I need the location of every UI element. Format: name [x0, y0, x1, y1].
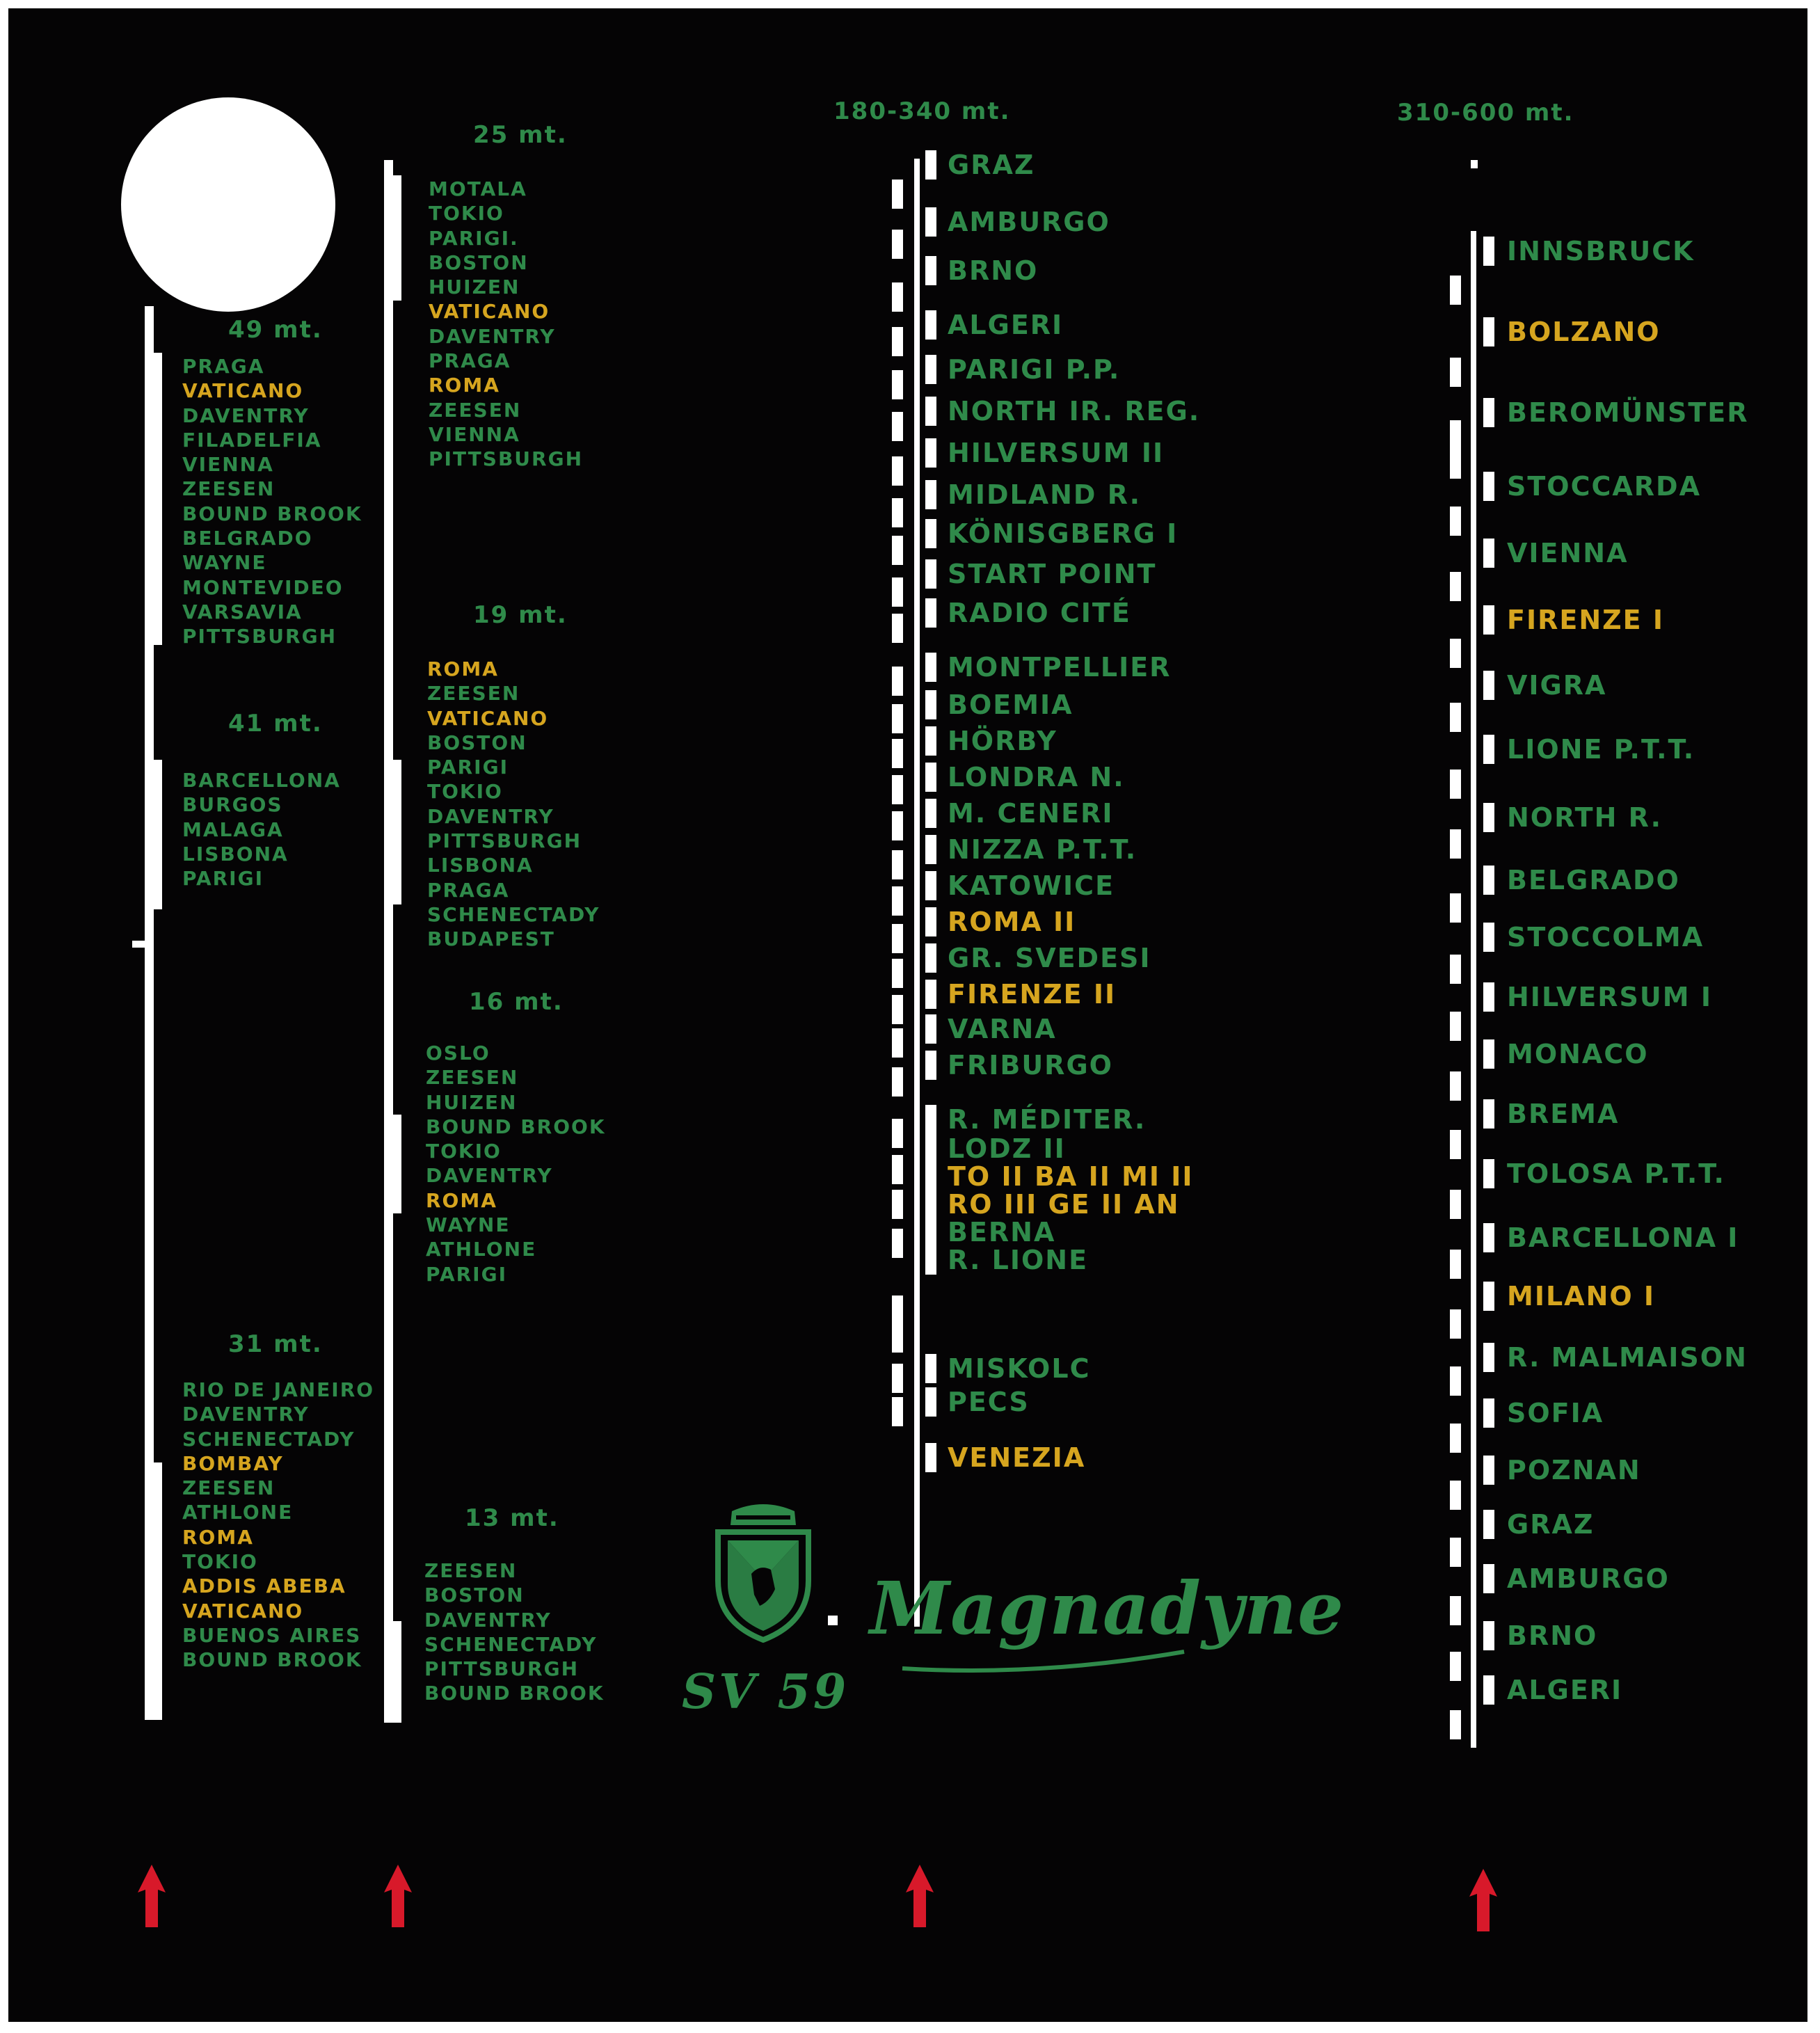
station-label: BOUND BROOK	[424, 1682, 605, 1705]
scale-mark	[925, 653, 936, 682]
scale-mark	[892, 739, 903, 768]
station-label: DAVENTRY	[429, 324, 556, 348]
station-list-16m	[426, 1041, 606, 1286]
scale-mark	[1483, 1039, 1494, 1069]
station-label: DAVENTRY	[427, 804, 554, 828]
station-label: PITTSBURGH	[427, 829, 582, 853]
scale-mark	[1483, 1223, 1494, 1252]
scale-mark	[892, 1323, 903, 1353]
brand-name: Magnadyne	[870, 1565, 1345, 1651]
station-label: ATHLONE	[182, 1501, 294, 1524]
station-label: PARIGI P.P.	[948, 354, 1121, 385]
station-label: TOKIO	[426, 1140, 502, 1163]
station-label: START POINT	[948, 559, 1157, 589]
scale-mark	[1483, 1675, 1494, 1705]
scale-mark	[1483, 866, 1494, 895]
brand-dot	[828, 1616, 838, 1625]
scale-mark	[1450, 1366, 1461, 1396]
station-label: R. MALMAISON	[1507, 1342, 1748, 1373]
scale-mark	[925, 943, 936, 973]
station-label: R. MÉDITER.	[948, 1104, 1147, 1135]
scale-mark	[925, 207, 936, 237]
scale-mark	[925, 690, 936, 719]
station-label: ZEESEN	[424, 1559, 518, 1582]
up-arrow-icon	[1469, 1869, 1497, 1931]
station-label: PITTSBURGH	[429, 447, 584, 471]
station-label: ALGERI	[948, 310, 1064, 340]
scale-bar-sw-1-step	[154, 760, 162, 909]
scale-mark	[1483, 1398, 1494, 1428]
radio-dial-scale	[8, 8, 1807, 2022]
station-label: BOSTON	[424, 1584, 525, 1607]
station-label: HUIZEN	[426, 1090, 518, 1114]
scale-mark	[925, 559, 936, 589]
scale-mark	[892, 412, 903, 441]
scale-mark	[892, 1067, 903, 1097]
scale-mark	[1483, 317, 1494, 346]
station-label: PITTSBURGH	[182, 625, 337, 648]
station-label: DAVENTRY	[182, 1403, 310, 1426]
band-label-16: 16 mt.	[469, 988, 564, 1016]
station-label: LONDRA N.	[948, 762, 1125, 792]
station-label: VARNA	[948, 1014, 1057, 1044]
station-label: LIONE P.T.T.	[1507, 734, 1695, 765]
station-label: PARIGI	[426, 1262, 507, 1286]
scale-mark	[892, 995, 903, 1024]
station-label: VARSAVIA	[182, 600, 303, 623]
station-label: R. LIONE	[948, 1245, 1089, 1275]
scale-tick	[132, 941, 145, 948]
station-label: VATICANO	[429, 300, 550, 324]
scale-mark	[1450, 572, 1461, 601]
scale-mark	[1483, 398, 1494, 427]
station-label: BREMA	[1507, 1099, 1620, 1129]
station-label: BERNA	[948, 1217, 1056, 1247]
scale-bar-sw-2	[384, 160, 393, 1723]
station-label: DAVENTRY	[424, 1608, 552, 1632]
scale-mark	[1483, 539, 1494, 568]
station-label: ZEESEN	[182, 477, 276, 501]
station-label: TOKIO	[182, 1550, 258, 1574]
scale-mark	[1450, 420, 1461, 449]
station-label: PECS	[948, 1387, 1030, 1417]
station-label: ATHLONE	[426, 1238, 537, 1261]
station-label: ZEESEN	[182, 1476, 276, 1500]
scale-mark	[925, 835, 936, 864]
station-label: WAYNE	[182, 551, 267, 575]
scale-mark	[892, 959, 903, 988]
station-label: HILVERSUM I	[1507, 982, 1712, 1012]
scale-mark	[925, 1443, 936, 1472]
station-label: DAVENTRY	[182, 404, 310, 427]
scale-mark	[1483, 1343, 1494, 1372]
station-label: SCHENECTADY	[424, 1632, 598, 1656]
scale-mark	[1483, 735, 1494, 764]
station-label: PARIGI.	[429, 226, 519, 250]
brand-underline	[899, 1648, 1191, 1675]
station-label: POZNAN	[1507, 1455, 1641, 1485]
scale-bar-sw-1-step	[154, 1462, 162, 1720]
station-label: BOLZANO	[1507, 317, 1661, 347]
scale-mark	[1483, 1282, 1494, 1311]
scale-mark	[892, 667, 903, 696]
station-label: ROMA	[426, 1188, 497, 1212]
scale-bar-310-600	[1471, 231, 1476, 1748]
scale-mark	[1450, 1250, 1461, 1279]
scale-mark	[925, 1014, 936, 1044]
scale-mark	[892, 850, 903, 879]
station-label: BOSTON	[429, 250, 529, 274]
station-label: ALGERI	[1507, 1675, 1623, 1705]
scale-mark	[1483, 605, 1494, 635]
station-label: KÖNISGBERG I	[948, 518, 1179, 549]
station-label: VATICANO	[182, 1599, 304, 1623]
station-label: ZEESEN	[426, 1066, 519, 1090]
scale-mark	[1450, 1538, 1461, 1567]
scale-mark	[925, 438, 936, 468]
scale-mark	[892, 811, 903, 840]
station-label: TO II BA II MI II	[948, 1161, 1194, 1192]
station-label: KATOWICE	[948, 870, 1115, 901]
scale-mark	[1450, 1190, 1461, 1219]
station-label: AMBURGO	[948, 207, 1110, 237]
station-label: PRAGA	[427, 878, 510, 902]
scale-mark	[1483, 1621, 1494, 1650]
scale-mark	[892, 370, 903, 399]
station-label: MISKOLC	[948, 1353, 1091, 1384]
scale-mark	[925, 519, 936, 548]
scale-mark	[1450, 1071, 1461, 1101]
scale-mark	[1483, 1456, 1494, 1485]
scale-mark	[1450, 276, 1461, 305]
station-label: BOUND BROOK	[426, 1115, 606, 1138]
scale-mark	[892, 924, 903, 953]
scale-mark	[1483, 671, 1494, 700]
scale-mark	[1450, 1481, 1461, 1510]
station-label: DAVENTRY	[426, 1164, 553, 1188]
scale-mark	[1450, 358, 1461, 387]
station-label: ROMA II	[948, 907, 1076, 937]
scale-bar-sw-2-step	[393, 1621, 401, 1723]
station-label: MIDLAND R.	[948, 479, 1142, 510]
station-label: PARIGI	[182, 867, 264, 891]
up-arrow-icon	[138, 1865, 166, 1927]
station-list-25m	[429, 177, 583, 472]
station-label: BUENOS AIRES	[182, 1623, 362, 1647]
station-label: STOCCOLMA	[1507, 922, 1705, 952]
station-label: STOCCARDA	[1507, 471, 1701, 502]
station-label: GR. SVEDESI	[948, 943, 1151, 973]
station-label: PARIGI	[427, 756, 509, 779]
station-label: NIZZA P.T.T.	[948, 834, 1138, 865]
station-label: FIRENZE I	[1507, 605, 1664, 635]
scale-mark	[892, 456, 903, 486]
scale-mark	[925, 598, 936, 628]
station-label: BELGRADO	[1507, 865, 1680, 895]
station-label: MONACO	[1507, 1039, 1649, 1069]
station-label: BOEMIA	[948, 689, 1073, 720]
station-label: PRAGA	[429, 349, 511, 373]
scale-mark	[1483, 982, 1494, 1012]
station-label: WAYNE	[426, 1213, 511, 1237]
station-label: HUIZEN	[429, 276, 520, 299]
scale-mark	[892, 1397, 903, 1426]
station-label: HILVERSUM II	[948, 438, 1165, 468]
station-label: MOTALA	[429, 177, 527, 200]
scale-mark	[925, 480, 936, 509]
scale-mark	[925, 1105, 936, 1134]
scale-mark	[1450, 449, 1461, 479]
station-label: BUDAPEST	[427, 927, 555, 951]
station-label: SCHENECTADY	[182, 1427, 356, 1451]
station-label: BRNO	[1507, 1620, 1598, 1651]
scale-mark	[925, 1051, 936, 1080]
station-label: ZEESEN	[429, 398, 522, 422]
scale-bar-sw-2-step	[393, 1115, 401, 1213]
up-arrow-icon	[906, 1865, 934, 1927]
station-label: SOFIA	[1507, 1398, 1604, 1428]
scale-mark	[925, 980, 936, 1009]
station-list-41m	[182, 768, 341, 891]
station-label: BEROMÜNSTER	[1507, 397, 1749, 428]
station-label: VIENNA	[1507, 538, 1629, 568]
station-label: MONTEVIDEO	[182, 575, 344, 599]
station-label: ROMA	[182, 1525, 254, 1549]
scale-tick	[1471, 160, 1478, 168]
station-label: RO III GE II AN	[948, 1189, 1180, 1220]
scale-mark	[1483, 237, 1494, 266]
scale-mark	[1450, 1424, 1461, 1453]
scale-mark	[892, 536, 903, 565]
scale-mark	[892, 327, 903, 356]
station-list-49m	[182, 354, 362, 649]
scale-mark	[1450, 1710, 1461, 1739]
scale-bar-sw-2-step	[393, 175, 401, 301]
up-arrow-icon	[384, 1865, 412, 1927]
band-label-180-340: 180-340 mt.	[833, 97, 1011, 125]
scale-mark	[1450, 829, 1461, 859]
station-label: RIO DE JANEIRO	[182, 1378, 375, 1401]
scale-mark	[925, 310, 936, 340]
scale-mark	[1450, 955, 1461, 984]
scale-mark	[1483, 1159, 1494, 1188]
station-label: AMBURGO	[1507, 1563, 1670, 1594]
scale-mark	[925, 1218, 936, 1247]
scale-mark	[1450, 770, 1461, 799]
scale-mark	[925, 763, 936, 792]
station-label: NORTH R.	[1507, 802, 1663, 833]
scale-mark	[892, 704, 903, 733]
scale-mark	[892, 614, 903, 643]
scale-mark	[1450, 639, 1461, 668]
station-list-13m	[424, 1558, 605, 1706]
shield-crest-icon	[711, 1497, 815, 1643]
scale-mark	[892, 1190, 903, 1219]
scale-mark	[925, 1190, 936, 1219]
station-label: LODZ II	[948, 1133, 1066, 1164]
station-label: NORTH IR. REG.	[948, 396, 1201, 426]
scale-mark	[925, 150, 936, 180]
scale-mark	[1483, 1510, 1494, 1539]
station-label: LISBONA	[182, 842, 289, 866]
band-label-31: 31 mt.	[228, 1330, 323, 1358]
scale-mark	[1483, 923, 1494, 952]
scale-mark	[925, 1354, 936, 1383]
scale-mark	[892, 1229, 903, 1258]
scale-mark	[1483, 1564, 1494, 1593]
scale-bar-180-340	[914, 159, 920, 1627]
station-label: VIENNA	[182, 453, 274, 477]
band-label-49: 49 mt.	[228, 316, 323, 344]
scale-bar-sw-1	[145, 306, 154, 1720]
scale-mark	[1450, 1130, 1461, 1159]
station-label: PRAGA	[182, 355, 265, 378]
station-label: BOSTON	[427, 731, 527, 754]
station-label: TOKIO	[429, 202, 504, 225]
station-label: TOLOSA P.T.T.	[1507, 1158, 1725, 1189]
scale-mark	[1483, 1099, 1494, 1129]
station-label: RADIO CITÉ	[948, 598, 1131, 628]
scale-mark	[1450, 507, 1461, 536]
station-label: SCHENECTADY	[427, 902, 600, 926]
scale-mark	[1450, 1012, 1461, 1041]
station-list-19m	[427, 657, 600, 952]
band-label-19: 19 mt.	[473, 601, 568, 629]
station-label: BOMBAY	[182, 1451, 284, 1475]
station-list-31m	[182, 1378, 374, 1673]
station-label: LISBONA	[427, 854, 534, 877]
scale-mark	[892, 230, 903, 259]
scale-mark	[925, 355, 936, 384]
scale-mark	[1450, 1309, 1461, 1339]
band-label-25: 25 mt.	[473, 121, 568, 149]
scale-bar-sw-2-step	[393, 760, 401, 904]
station-label: BOUND BROOK	[182, 502, 362, 525]
scale-mark	[925, 726, 936, 756]
scale-mark	[892, 1028, 903, 1058]
scale-mark	[1450, 703, 1461, 732]
station-label: BELGRADO	[182, 527, 313, 550]
station-label: PITTSBURGH	[424, 1657, 580, 1681]
scale-mark	[925, 799, 936, 828]
station-label: FRIBURGO	[948, 1050, 1113, 1081]
scale-mark	[1483, 803, 1494, 832]
band-label-13: 13 mt.	[465, 1504, 559, 1532]
station-label: FILADELFIA	[182, 428, 322, 452]
scale-mark	[892, 1364, 903, 1393]
scale-mark	[892, 282, 903, 312]
band-label-310-600: 310-600 mt.	[1397, 99, 1574, 127]
scale-mark	[892, 180, 903, 209]
station-label: BOUND BROOK	[182, 1648, 362, 1672]
station-label: BARCELLONA	[182, 769, 341, 792]
station-label: ZEESEN	[427, 682, 520, 705]
scale-mark	[925, 256, 936, 285]
scale-mark	[925, 397, 936, 426]
station-label: MONTPELLIER	[948, 652, 1172, 683]
scale-mark	[892, 577, 903, 607]
scale-bar-sw-1-step	[154, 353, 162, 645]
station-label: BRNO	[948, 255, 1039, 286]
station-label: FIRENZE II	[948, 979, 1117, 1010]
scale-mark	[892, 498, 903, 527]
scale-mark	[892, 886, 903, 916]
station-label: TOKIO	[427, 780, 503, 804]
station-label: VIENNA	[429, 422, 520, 446]
station-label: HÖRBY	[948, 726, 1057, 756]
scale-mark	[892, 1119, 903, 1148]
station-label: BURGOS	[182, 793, 283, 817]
station-label: ADDIS ABEBA	[182, 1574, 346, 1598]
station-label: INNSBRUCK	[1507, 236, 1695, 266]
scale-mark	[892, 1155, 903, 1184]
station-label: GRAZ	[1507, 1509, 1595, 1540]
station-label: M. CENERI	[948, 798, 1114, 829]
station-label: MILANO I	[1507, 1281, 1656, 1312]
scale-mark	[925, 1162, 936, 1191]
station-label: GRAZ	[948, 150, 1035, 180]
station-label: VIGRA	[1507, 670, 1607, 701]
scale-mark	[1450, 1596, 1461, 1625]
scale-mark	[892, 1295, 903, 1325]
scale-mark	[925, 1245, 936, 1275]
scale-mark	[1483, 472, 1494, 501]
station-label: OSLO	[426, 1042, 490, 1065]
station-label: ROMA	[429, 374, 500, 397]
scale-mark	[925, 1134, 936, 1163]
station-label: VENEZIA	[948, 1442, 1086, 1473]
scale-mark	[892, 775, 903, 804]
scale-mark	[1450, 893, 1461, 923]
tuning-indicator-spot	[121, 97, 335, 312]
band-label-41: 41 mt.	[228, 710, 323, 738]
station-label: VATICANO	[182, 379, 304, 403]
station-label: VATICANO	[427, 706, 549, 730]
station-label: MALAGA	[182, 818, 284, 841]
brand-model: SV 59	[682, 1664, 849, 1720]
scale-mark	[925, 907, 936, 936]
scale-mark	[1450, 1652, 1461, 1681]
scale-mark	[925, 871, 936, 900]
station-label: BARCELLONA I	[1507, 1222, 1739, 1253]
station-label: ROMA	[427, 657, 499, 680]
scale-mark	[925, 1387, 936, 1417]
